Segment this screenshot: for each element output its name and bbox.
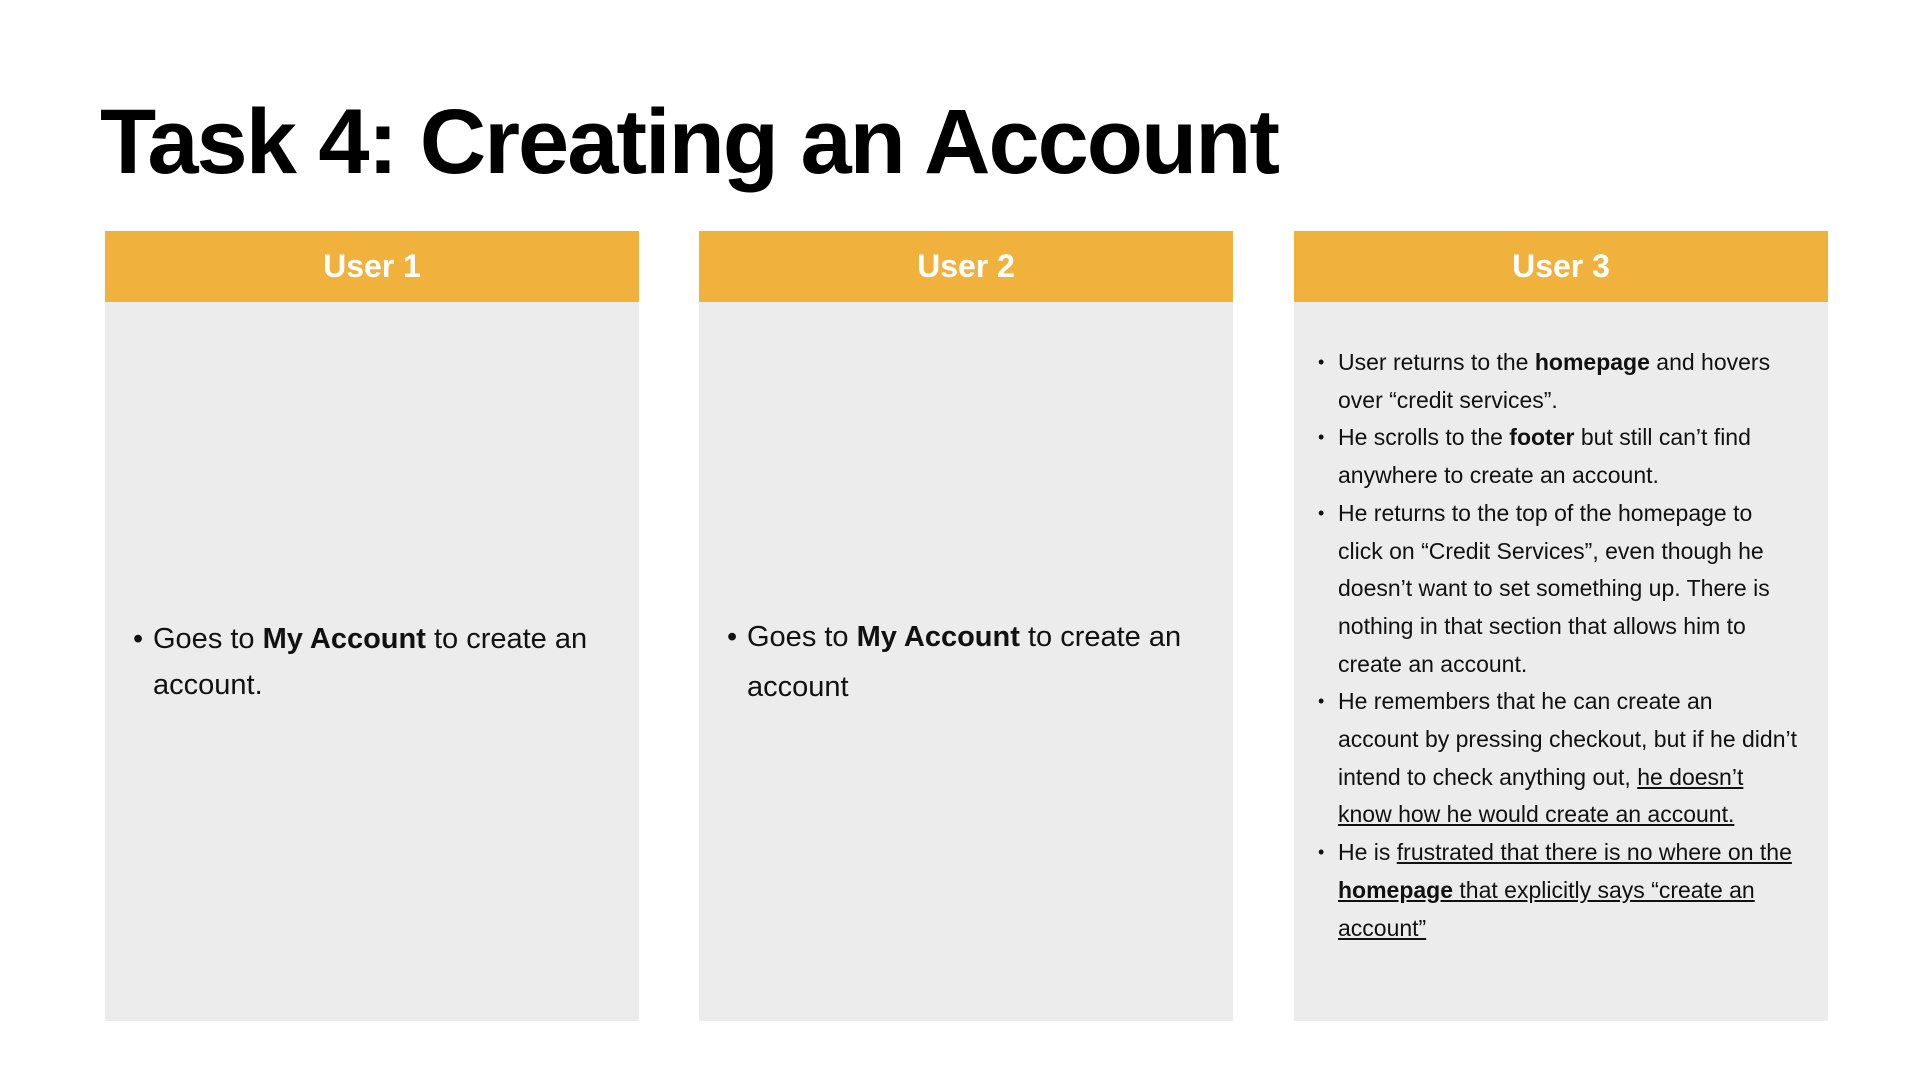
- user-3-column: [1294, 231, 1828, 1021]
- bullet-item: [727, 612, 1189, 712]
- bullet-item: [1318, 683, 1798, 834]
- bullet-text: He remembers that he can create an account by pressing checkout, but if he didn’t intend to check anything out,: [1338, 688, 1798, 790]
- bullet-text: Goes to: [153, 622, 263, 655]
- underlined-text: that explicitly says “create an account”: [1338, 876, 1755, 941]
- bullet-item: [1318, 495, 1798, 684]
- user-3-notes: [1294, 302, 1828, 1021]
- user-2-bullet-list: [727, 612, 1189, 712]
- user-1-header: User 1: [105, 231, 639, 302]
- underlined-text: frustrated that there is no where on the: [1396, 839, 1792, 866]
- bullet-item: [133, 616, 595, 708]
- slide-title: Task 4: Creating an Account: [100, 91, 1279, 193]
- user-2-column: [699, 231, 1233, 1021]
- user-2-notes: [699, 302, 1233, 1021]
- bullet-text: to create an account: [747, 620, 1182, 703]
- underlined-text: [1338, 877, 1453, 903]
- user-3-header: User 3: [1294, 231, 1828, 302]
- bullet-text: User returns to the: [1338, 349, 1535, 375]
- emphasis-text: homepage: [1534, 349, 1650, 375]
- bullet-text: He is: [1338, 839, 1397, 866]
- bullet-item: [1318, 419, 1798, 494]
- bullet-text: He returns to the top of the homepage to click on “Credit Services”, even though he doesn’t want to set something up. There is nothing in that section that allows him to create an account.: [1338, 499, 1770, 677]
- bullet-text: Goes to: [747, 620, 857, 653]
- user-1-bullet-list: [133, 616, 595, 708]
- user-1-column: [105, 231, 639, 1021]
- emphasis-text: footer: [1509, 424, 1575, 451]
- emphasis-text: My Account: [856, 620, 1020, 653]
- bullet-text: but still can’t find anywhere to create an account.: [1338, 424, 1751, 489]
- underlined-text: he doesn’t know how he would create an account.: [1338, 763, 1744, 828]
- user-3-bullet-list: [1318, 344, 1798, 947]
- user-1-notes: [105, 302, 639, 1021]
- user-2-header: User 2: [699, 231, 1233, 302]
- bullet-text: and hovers over “credit services”.: [1338, 349, 1771, 413]
- bullet-text: He scrolls to the: [1338, 424, 1510, 451]
- emphasis-text: homepage: [1338, 876, 1454, 903]
- bullet-item: [1318, 344, 1798, 419]
- bullet-text: to create an account.: [153, 622, 588, 701]
- emphasis-text: My Account: [262, 622, 426, 655]
- bullet-item: [1318, 834, 1798, 947]
